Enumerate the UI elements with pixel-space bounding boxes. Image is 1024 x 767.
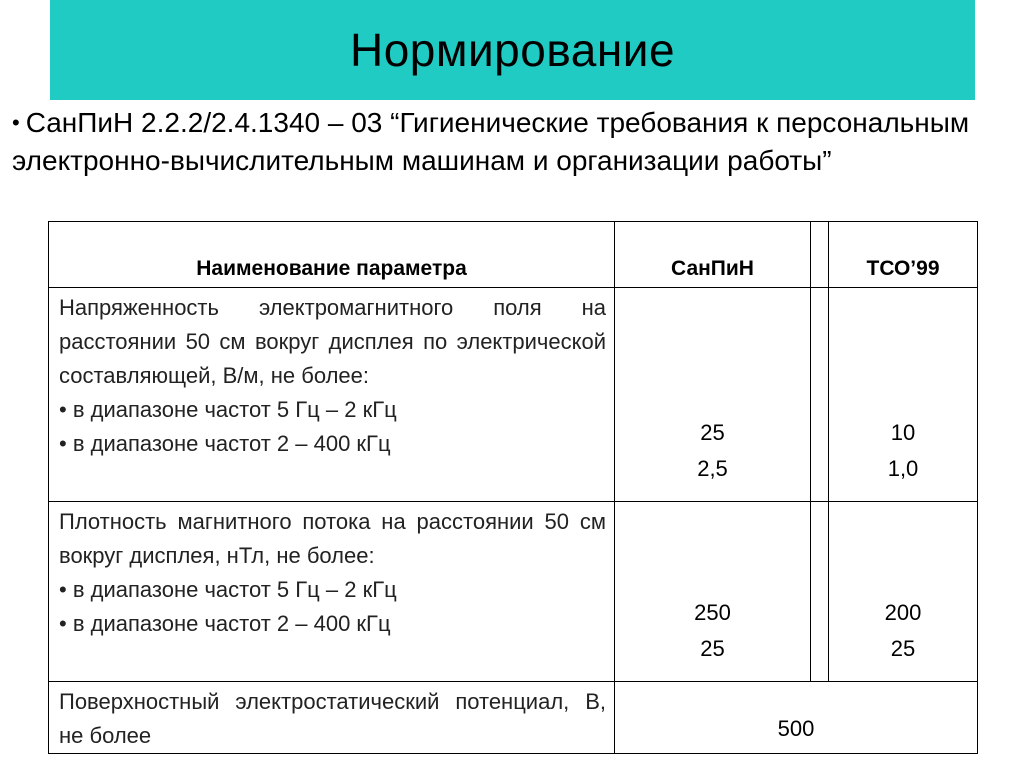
intro-paragraph bbox=[12, 104, 1012, 180]
combined-value: 500 bbox=[777, 716, 815, 741]
param-sub-range-2: • в диапазоне частот 2 – 400 кГц bbox=[59, 611, 391, 636]
tco-value-1: 200 bbox=[884, 600, 922, 625]
param-sub-range-1: • в диапазоне частот 5 Гц – 2 кГц bbox=[59, 397, 397, 422]
column-gap bbox=[811, 502, 829, 682]
norms-table bbox=[48, 221, 978, 754]
param-sub-range-2: • в диапазоне частот 2 – 400 кГц bbox=[59, 431, 391, 456]
sanpin-value-1: 250 bbox=[694, 600, 731, 625]
table-row bbox=[49, 682, 978, 754]
table-row bbox=[49, 502, 978, 682]
table-header-row bbox=[49, 222, 978, 288]
header-sanpin: СанПиН bbox=[615, 222, 811, 288]
header-param: Наименование параметра bbox=[49, 222, 615, 288]
column-gap bbox=[811, 288, 829, 502]
column-gap bbox=[811, 222, 829, 288]
sanpin-value-2: 25 bbox=[700, 636, 725, 661]
title-bar bbox=[50, 0, 975, 100]
bullet-marker: • bbox=[12, 110, 20, 135]
sanpin-value-cell bbox=[615, 502, 811, 682]
intro-text: СанПиН 2.2.2/2.4.1340 – 03 “Гигиенические требования к персональным электронно-вычислительным машинам и организации работы” bbox=[12, 107, 970, 176]
sanpin-value-1: 25 bbox=[700, 420, 725, 445]
header-tco: ТСО’99 bbox=[829, 222, 978, 288]
tco-value-cell bbox=[829, 502, 978, 682]
param-cell bbox=[49, 682, 615, 754]
param-text: Поверхностный электростатический потенциал, В, не более bbox=[59, 689, 606, 748]
tco-value-2: 1,0 bbox=[887, 456, 919, 481]
sanpin-value-cell bbox=[615, 288, 811, 502]
combined-value-cell bbox=[615, 682, 978, 754]
table-row bbox=[49, 288, 978, 502]
param-cell bbox=[49, 288, 615, 502]
param-text: Напряженность электромагнитного поля на расстоянии 50 см вокруг дисплея по электрической составляющей, В/м, не более: bbox=[59, 295, 606, 388]
param-sub-range-1: • в диапазоне частот 5 Гц – 2 кГц bbox=[59, 577, 397, 602]
tco-value-cell bbox=[829, 288, 978, 502]
param-cell bbox=[49, 502, 615, 682]
param-text: Плотность магнитного потока на расстоянии 50 см вокруг дисплея, нТл, не более: bbox=[59, 509, 606, 568]
page-title: Нормирование bbox=[349, 24, 676, 76]
sanpin-value-2: 2,5 bbox=[697, 456, 728, 481]
tco-value-1: 10 bbox=[890, 420, 916, 445]
tco-value-2: 25 bbox=[890, 636, 916, 661]
